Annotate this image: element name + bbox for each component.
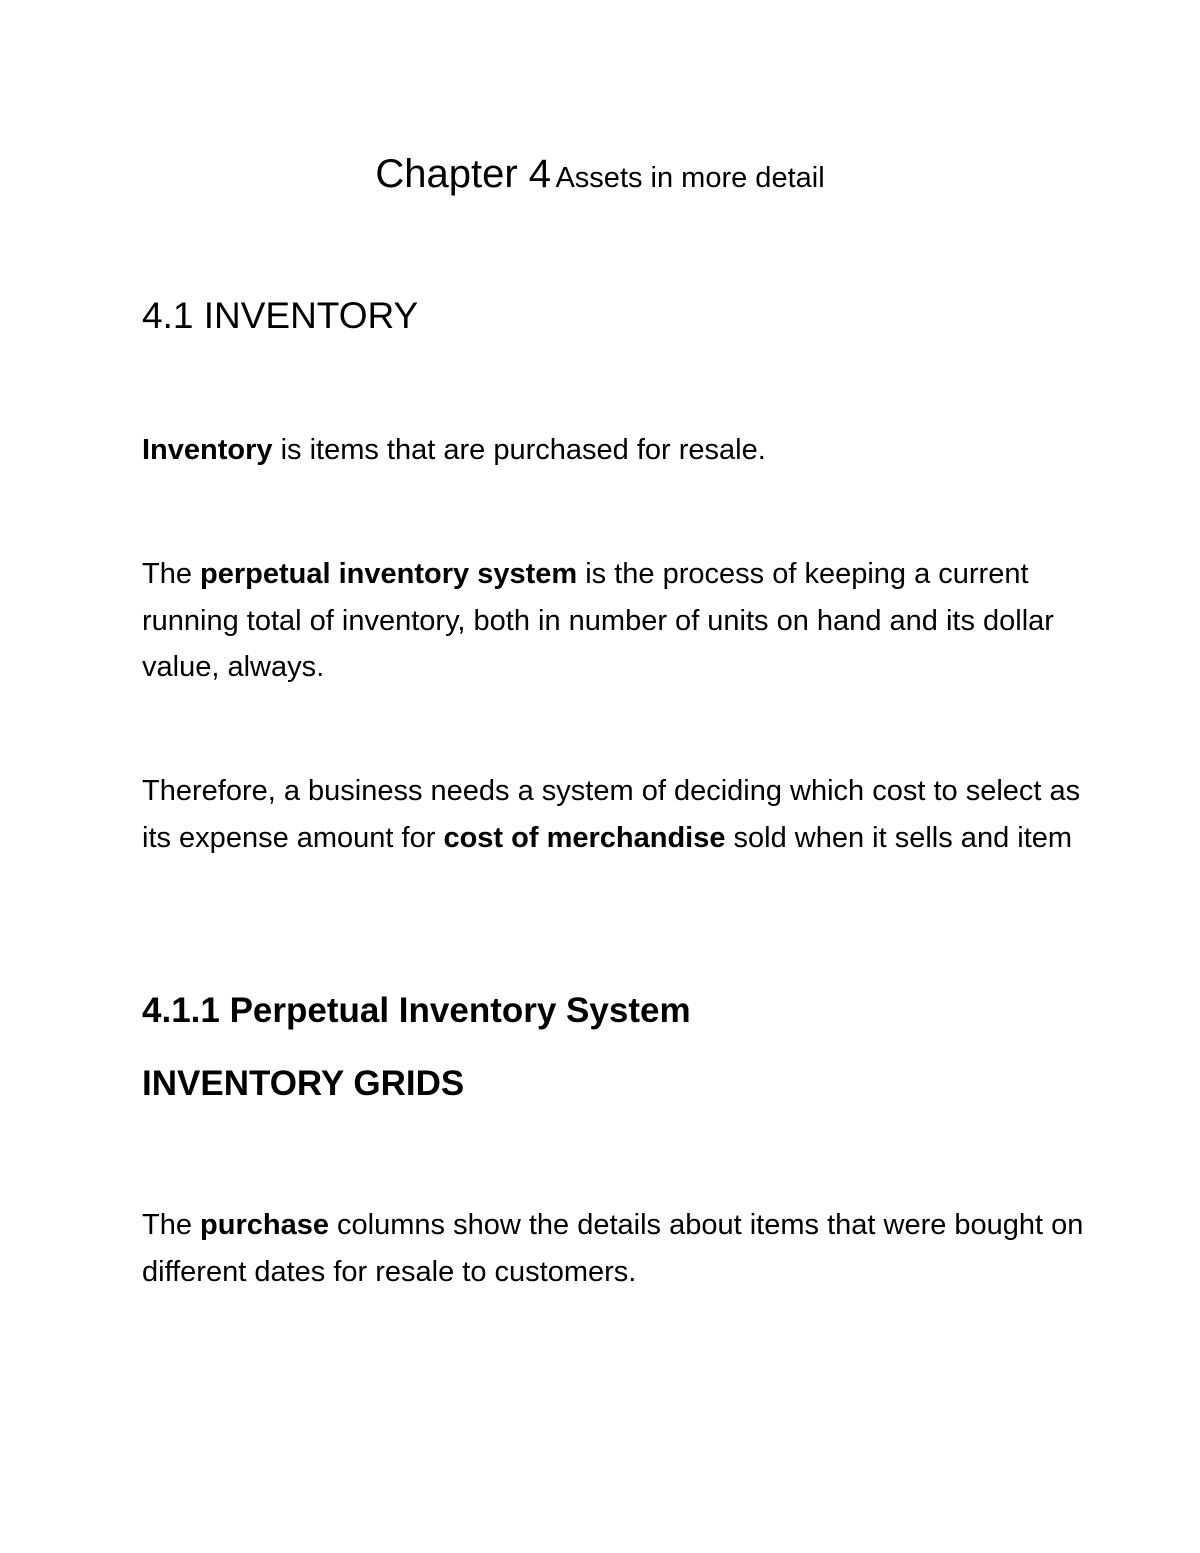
subsection-heading: 4.1.1 Perpetual Inventory System	[142, 991, 691, 1030]
chapter-subtitle: Assets in more detail	[555, 162, 825, 194]
term-inventory: Inventory	[142, 434, 273, 466]
paragraph-text: is the process of keeping a current running total of inventory, both in number of units on hand and its dollar value, always.	[142, 558, 1054, 683]
subsection-subheading: INVENTORY GRIDS	[142, 1064, 465, 1103]
paragraph-lead: Therefore, a business needs a system of deciding which cost to select as its expense amount for	[142, 775, 1081, 854]
paragraph-cost-selection	[142, 768, 1102, 861]
term-purchase: purchase	[200, 1209, 329, 1241]
term-perpetual-inventory-system: perpetual inventory system	[200, 558, 578, 590]
paragraph-lead: The	[142, 558, 201, 590]
paragraph-text: sold when it sells and item	[725, 821, 1073, 854]
paragraph-perpetual-system	[142, 551, 1102, 691]
paragraph-lead: The	[142, 1209, 201, 1241]
paragraph-text: is items that are purchased for resale.	[272, 434, 766, 466]
paragraph-inventory-definition	[142, 427, 1102, 474]
chapter-number: Chapter 4	[375, 152, 552, 196]
paragraph-purchase-columns	[142, 1202, 1102, 1295]
chapter-title	[0, 150, 1200, 198]
term-cost-of-merchandise: cost of merchandise	[443, 821, 726, 854]
paragraph-text: columns show the details about items that were bought on different dates for resale to customers.	[142, 1209, 1084, 1288]
section-heading: 4.1 INVENTORY	[142, 295, 419, 336]
